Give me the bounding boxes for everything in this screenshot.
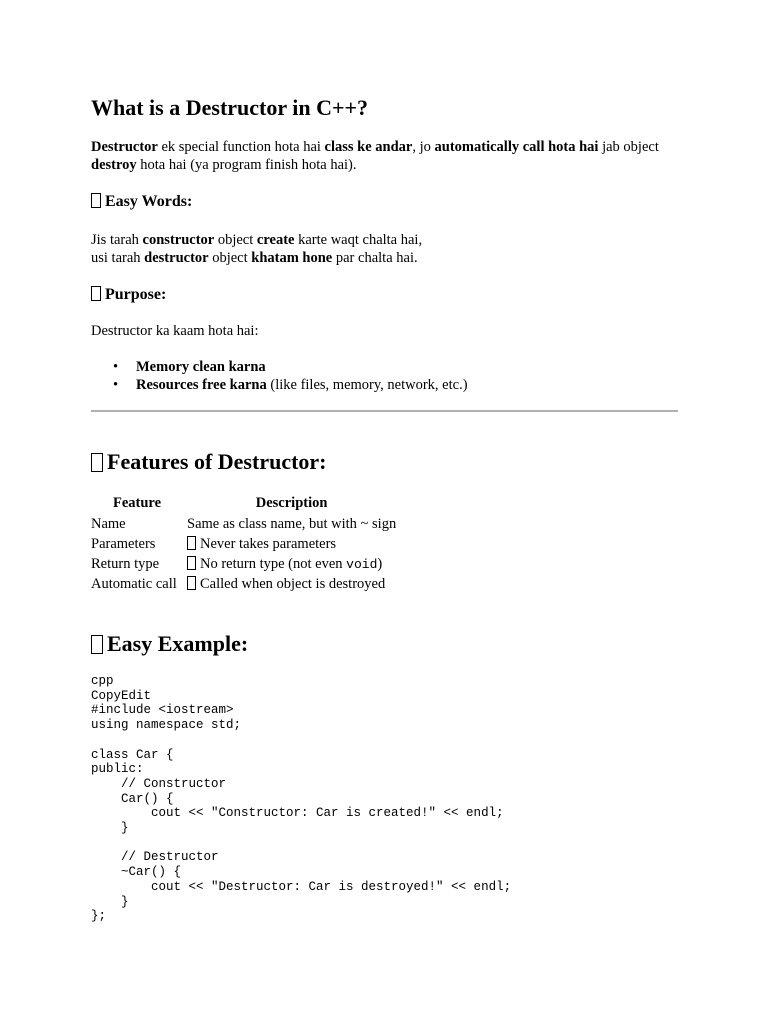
purpose-list	[91, 358, 468, 394]
code-block: cpp CopyEdit #include <iostream> using namespace std; class Car { public: // Constructor Car() { cout << "Constructor: Car is created!" << endl; } // Destructor ~Car() { cout << "Destructor: Car is destroyed!" << endl; } };	[91, 674, 512, 924]
description-cell	[185, 554, 398, 574]
description-cell	[185, 574, 398, 594]
intro-term-destroy: destroy	[91, 157, 137, 173]
missing-glyph-icon	[187, 556, 196, 570]
inline-code: void	[346, 556, 378, 572]
text: object	[208, 250, 252, 266]
list-item-text: (like files, memory, network, etc.)	[266, 377, 468, 393]
description-text: No return type (not even	[200, 555, 347, 572]
description-cell	[185, 534, 398, 554]
missing-glyph-icon	[91, 453, 103, 472]
table-row	[89, 554, 398, 574]
intro-term-auto-call: automatically call hota hai	[434, 139, 599, 155]
column-header-feature: Feature	[112, 494, 162, 511]
purpose-heading-text: Purpose:	[105, 286, 167, 303]
purpose-text: Destructor ka kaam hota hai:	[91, 323, 259, 339]
intro-text: jab object	[598, 139, 659, 155]
easy-words-heading-text: Easy Words:	[105, 193, 193, 210]
missing-glyph-icon	[91, 193, 101, 208]
intro-paragraph	[91, 138, 688, 174]
missing-glyph-icon	[91, 635, 103, 654]
easy-words-heading	[91, 193, 192, 211]
term-destructor: destructor	[144, 250, 209, 266]
text: Jis tarah	[91, 232, 143, 248]
missing-glyph-icon	[91, 286, 101, 301]
features-heading	[91, 449, 327, 475]
easy-words-paragraph	[91, 231, 688, 267]
text: usi tarah	[91, 250, 145, 266]
example-heading-text: Easy Example:	[107, 631, 249, 656]
example-heading	[91, 631, 248, 657]
list-item	[91, 358, 468, 376]
purpose-heading	[91, 286, 166, 304]
table-row	[89, 514, 398, 534]
description-text: Never takes parameters	[200, 535, 337, 552]
table-row	[89, 534, 398, 554]
intro-text: hota hai (ya program finish hota hai).	[136, 157, 357, 173]
description-cell: Same as class name, but with ~ sign	[187, 515, 397, 532]
column-header-description: Description	[255, 494, 328, 511]
text: karte waqt chalta hai,	[294, 232, 423, 248]
text: par chalta hai.	[332, 250, 418, 266]
missing-glyph-icon	[187, 576, 196, 590]
text: object	[214, 232, 257, 248]
missing-glyph-icon	[187, 536, 196, 550]
intro-term-class: class ke andar	[324, 139, 413, 155]
table-row	[89, 574, 398, 594]
term-create: create	[256, 232, 295, 248]
feature-cell: Return type	[91, 555, 160, 572]
intro-term-destructor: Destructor	[91, 139, 158, 155]
page-title: What is a Destructor in C++?	[91, 95, 369, 120]
horizontal-divider	[91, 410, 678, 412]
intro-text: ek special function hota hai	[157, 139, 325, 155]
description-text: )	[377, 555, 383, 572]
features-table	[89, 492, 398, 594]
list-item	[91, 376, 468, 394]
list-item-bold: Memory clean karna	[136, 359, 266, 375]
features-heading-text: Features of Destructor:	[107, 449, 327, 474]
description-text: Called when object is destroyed	[200, 575, 386, 592]
feature-cell: Parameters	[91, 535, 156, 552]
term-khatam-hone: khatam hone	[251, 250, 333, 266]
table-header-row	[89, 492, 398, 514]
feature-cell: Automatic call	[91, 575, 177, 592]
intro-text: , jo	[412, 139, 435, 155]
feature-cell: Name	[91, 515, 126, 532]
list-item-bold: Resources free karna	[136, 377, 267, 393]
term-constructor: constructor	[142, 232, 215, 248]
